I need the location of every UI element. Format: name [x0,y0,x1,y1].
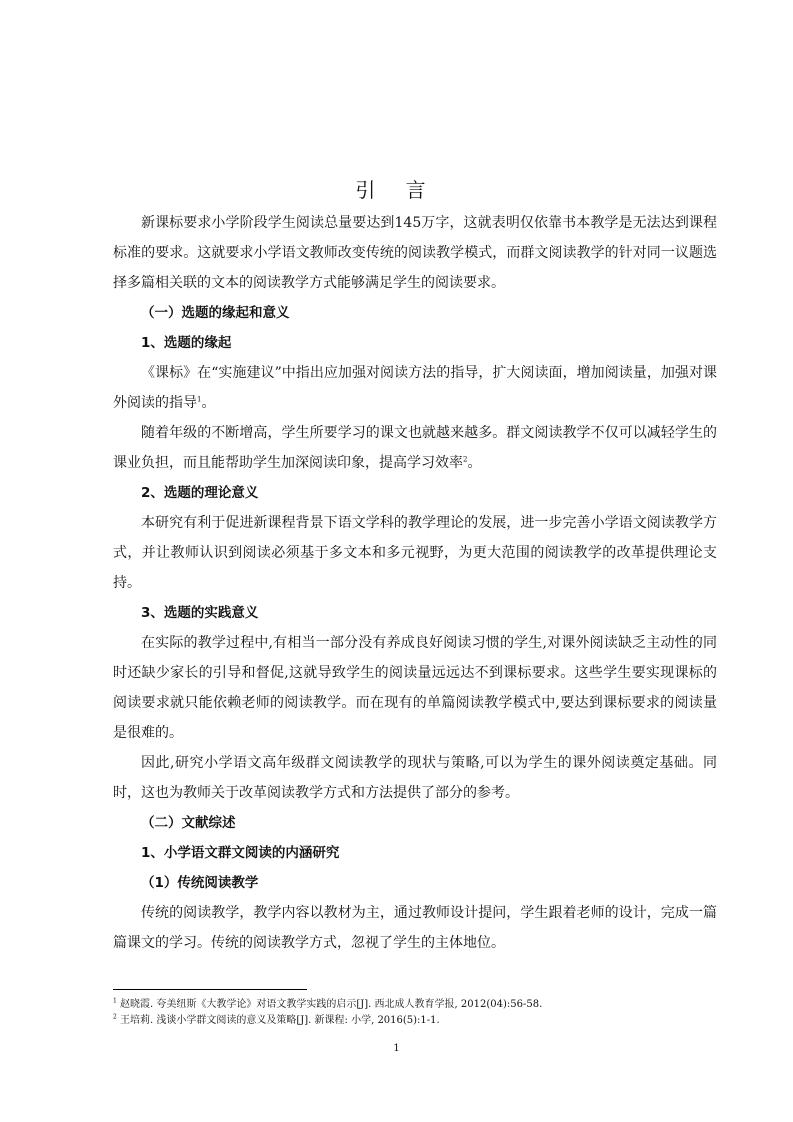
paragraph: 传统的阅读教学，教学内容以教材为主，通过教师设计提问，学生跟着老师的设计，完成一篇篇课文的学习。传统的阅读教学方式，忽视了学生的主体地位。 [113,905,717,951]
paragraph-end: 。 [201,395,216,411]
page-number: 1 [393,1043,400,1054]
section-heading: （一）选题的缘起和意义 [141,305,290,321]
footnote-mark: 2 [113,1013,117,1021]
footnote-divider [113,989,307,990]
subsubsection-heading: （1）传统阅读教学 [141,875,259,891]
subsection-heading: 3、选题的实践意义 [141,605,259,621]
footnote-mark: 1 [113,997,117,1005]
paragraph [113,418,717,478]
paragraph: 新课标要求小学阶段学生阅读总量要达到145万字，这就表明仅依靠书本教学是无法达到课程标准的要求。这就要求小学语文教师改变传统的阅读教学模式，而群文阅读教学的针对同一议题选择多篇相关联的文本的阅读教学方式能够满足学生的阅读要求。 [113,215,717,291]
paragraph-text: 随着年级的不断增高，学生所要学习的课文也就越来越多。群文阅读教学不仅可以减轻学生的课业负担，而且能帮助学生加深阅读印象，提高学习效率 [113,425,717,471]
paragraph-end: 。 [467,455,482,471]
section-heading: （二）文献综述 [141,815,236,831]
footnote [113,997,733,1012]
footnote [113,1013,733,1028]
footnote-text: 王培莉. 浅谈小学群文阅读的意义及策略[J]. 新课程: 小学, 2016(5):1-1. [120,1015,440,1026]
footnote-ref[interactable]: 2 [463,455,468,464]
subsection-heading: 2、选题的理论意义 [141,485,259,501]
footnote-text: 赵晓霞. 夸美纽斯《大教学论》对语文教学实践的启示[J]. 西北成人教育学报, 2012(04):56-58. [120,999,543,1010]
footnote-ref[interactable]: 1 [197,395,202,404]
paragraph-text: 《课标》在“实施建议”中指出应加强对阅读方法的指导，扩大阅读面，增加阅读量，加强对课外阅读的指导 [113,365,717,411]
paragraph [113,358,717,418]
paragraph: 在实际的教学过程中,有相当一部分没有养成良好阅读习惯的学生,对课外阅读缺乏主动性的同时还缺少家长的引导和督促,这就导致学生的阅读量远远达不到课标要求。这些学生要实现课标的阅读要求就只能依赖老师的阅读教学。而在现有的单篇阅读教学模式中,要达到课标要求的阅读量是很难的。 [113,635,717,741]
page-title: 引 言 [355,178,438,202]
body-text [113,208,717,958]
paragraph: 因此,研究小学语文高年级群文阅读教学的现状与策略,可以为学生的课外阅读奠定基础。同时，这也为教师关于改革阅读教学方式和方法提供了部分的参考。 [113,755,717,801]
paragraph: 本研究有利于促进新课程背景下语文学科的教学理论的发展，进一步完善小学语文阅读教学方式，并让教师认识到阅读必须基于多文本和多元视野，为更大范围的阅读教学的改革提供理论支持。 [113,515,717,591]
subsection-heading: 1、小学语文群文阅读的内涵研究 [141,845,340,861]
subsection-heading: 1、选题的缘起 [141,335,232,351]
